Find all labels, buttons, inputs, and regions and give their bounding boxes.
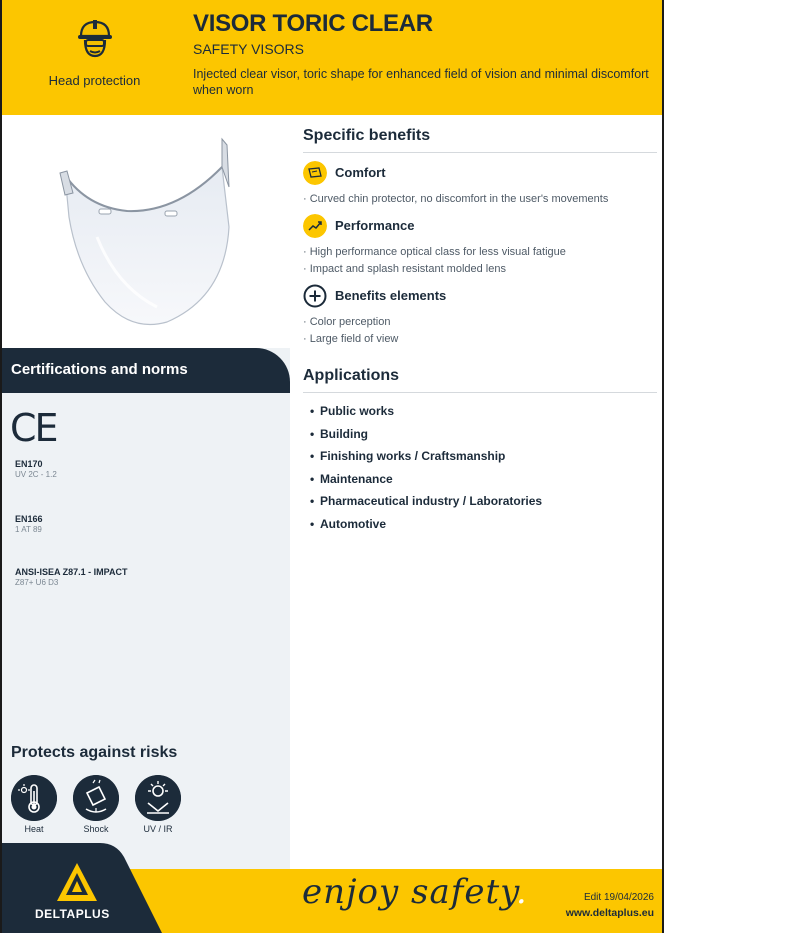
norm-value: UV 2C - 1.2 bbox=[15, 470, 57, 479]
applications-title: Applications bbox=[303, 367, 400, 384]
section-divider bbox=[303, 392, 657, 393]
product-description: Injected clear visor, toric shape for enhanced field of vision and minimal discomfort when worn bbox=[193, 67, 649, 97]
certifications-title: Certifications and norms bbox=[11, 361, 188, 378]
section-divider bbox=[303, 152, 657, 153]
benefit-line: · Impact and splash resistant molded lens bbox=[303, 263, 506, 275]
header-band bbox=[2, 0, 662, 115]
certifications-header bbox=[2, 348, 290, 393]
benefits-title: Specific benefits bbox=[303, 127, 431, 144]
risk-label: UV / IR bbox=[143, 824, 173, 834]
visor-product-image bbox=[57, 137, 237, 332]
benefit-line: · Curved chin protector, no discomfort in the user's movements bbox=[303, 193, 609, 205]
norm-name: EN170 bbox=[15, 459, 43, 469]
edit-date: Edit 19/04/2026 bbox=[583, 892, 654, 903]
website-link[interactable]: www.deltaplus.eu bbox=[565, 907, 654, 919]
product-title: VISOR TORIC CLEAR bbox=[193, 10, 433, 37]
norm-value: 1 AT 89 bbox=[15, 525, 42, 534]
list-item: • Maintenance bbox=[310, 472, 542, 495]
benefit-title-elements: Benefits elements bbox=[335, 288, 447, 303]
norm-item bbox=[15, 567, 128, 587]
slogan-text: enjoy safety bbox=[302, 872, 516, 912]
product-subtitle: SAFETY VISORS bbox=[193, 41, 304, 57]
list-item: • Finishing works / Craftsmanship bbox=[310, 449, 542, 472]
risks-title: Protects against risks bbox=[11, 744, 178, 761]
list-item: • Public works bbox=[310, 404, 542, 427]
brand-name: DELTAPLUS bbox=[35, 907, 110, 921]
thermometer-icon bbox=[11, 775, 57, 821]
performance-icon bbox=[303, 214, 327, 238]
applications-list bbox=[310, 404, 542, 539]
risk-label: Heat bbox=[24, 824, 44, 834]
risk-uv-ir bbox=[128, 775, 188, 834]
slogan-dot: . bbox=[515, 872, 528, 912]
norm-item bbox=[15, 514, 43, 534]
norm-item bbox=[15, 459, 57, 479]
benefit-title-comfort: Comfort bbox=[335, 165, 386, 180]
falling-object-icon bbox=[73, 775, 119, 821]
benefit-line: · High performance optical class for less visual fatigue bbox=[303, 246, 566, 258]
risk-heat bbox=[4, 775, 64, 834]
category-block bbox=[2, 18, 187, 88]
ce-mark: CE bbox=[10, 406, 57, 450]
norm-value: Z87+ U6 D3 bbox=[15, 578, 59, 587]
risk-shock bbox=[66, 775, 126, 834]
left-column bbox=[2, 115, 290, 933]
risk-label: Shock bbox=[83, 824, 109, 834]
list-item: • Pharmaceutical industry / Laboratories bbox=[310, 494, 542, 517]
norm-name: EN166 bbox=[15, 514, 43, 524]
comfort-icon bbox=[303, 161, 327, 185]
list-item: • Automotive bbox=[310, 517, 542, 540]
norm-name: ANSI-ISEA Z87.1 - IMPACT bbox=[15, 567, 128, 577]
sun-radiation-icon bbox=[135, 775, 181, 821]
slogan bbox=[302, 872, 528, 912]
hard-hat-worker-icon bbox=[75, 18, 115, 60]
benefit-line: · Large field of view bbox=[303, 333, 399, 345]
benefit-title-performance: Performance bbox=[335, 218, 415, 233]
category-label: Head protection bbox=[48, 73, 141, 88]
list-item: • Building bbox=[310, 427, 542, 450]
plus-circle-icon bbox=[303, 284, 327, 308]
benefit-line: · Color perception bbox=[303, 316, 391, 328]
